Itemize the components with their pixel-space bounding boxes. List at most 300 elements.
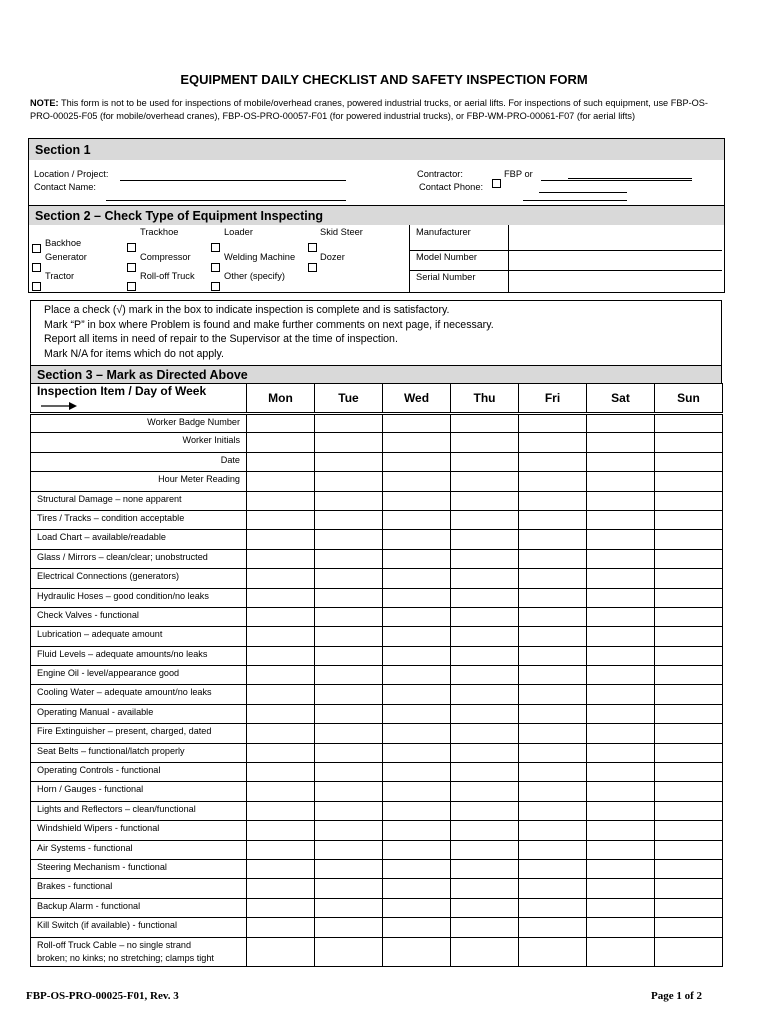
inspection-item-label: Lights and Reflectors – clean/functional	[31, 801, 247, 820]
day-cell[interactable]	[451, 763, 519, 782]
day-cell[interactable]	[519, 879, 587, 898]
table-row	[31, 840, 723, 859]
day-cell[interactable]	[655, 433, 723, 452]
day-cell[interactable]	[519, 937, 587, 966]
day-header-sat: Sat	[587, 384, 655, 414]
day-cell[interactable]	[383, 472, 451, 491]
day-cell[interactable]	[519, 588, 587, 607]
day-cell[interactable]	[247, 666, 315, 685]
day-cell[interactable]	[315, 472, 383, 491]
day-cell[interactable]	[655, 898, 723, 917]
day-cell[interactable]	[383, 433, 451, 452]
note-text: This form is not to be used for inspections of mobile/overhead cranes, powered industrial trucks, or aerial lifts. For inspections of such equipment, use FBP-OS-PRO-00025-F05 (for mobile/overhead cranes), FBP-OS-PRO-00057-F01 (for powered industrial trucks), or FBP-WM-PRO-00061-F07 (for aerial lifts)	[30, 98, 708, 121]
instruction-line: Mark N/A for items which do not apply.	[44, 347, 224, 360]
day-cell[interactable]	[655, 821, 723, 840]
day-cell[interactable]	[451, 569, 519, 588]
location-label: Location / Project:	[34, 169, 109, 179]
inspection-item-line: broken; no kinks; no stretching; clamps tight	[37, 952, 214, 963]
contractor-input-secondary[interactable]	[568, 178, 692, 179]
day-cell[interactable]	[451, 607, 519, 626]
day-cell[interactable]	[383, 898, 451, 917]
day-header-mon: Mon	[247, 384, 315, 414]
day-cell[interactable]	[315, 569, 383, 588]
arrow-right-icon	[41, 402, 77, 410]
day-cell[interactable]	[655, 743, 723, 762]
day-cell[interactable]	[451, 801, 519, 820]
inspection-item-label: Electrical Connections (generators)	[31, 569, 247, 588]
table-row	[31, 510, 723, 529]
day-cell[interactable]	[383, 724, 451, 743]
day-cell[interactable]	[451, 530, 519, 549]
day-cell[interactable]	[247, 607, 315, 626]
day-cell[interactable]	[315, 588, 383, 607]
day-cell[interactable]	[587, 646, 655, 665]
day-cell[interactable]	[655, 879, 723, 898]
day-cell[interactable]	[587, 433, 655, 452]
day-cell[interactable]	[383, 801, 451, 820]
day-cell[interactable]	[519, 918, 587, 937]
day-cell[interactable]	[315, 685, 383, 704]
day-cell[interactable]	[451, 704, 519, 723]
day-header-fri: Fri	[519, 384, 587, 414]
table-row	[31, 801, 723, 820]
section2-heading: Section 2 – Check Type of Equipment Inspecting	[28, 205, 725, 225]
day-cell[interactable]	[247, 530, 315, 549]
day-cell[interactable]	[315, 743, 383, 762]
day-cell[interactable]	[383, 918, 451, 937]
day-cell[interactable]	[383, 414, 451, 433]
day-cell[interactable]	[383, 607, 451, 626]
day-cell[interactable]	[451, 510, 519, 529]
day-cell[interactable]	[247, 510, 315, 529]
day-cell[interactable]	[315, 704, 383, 723]
day-cell[interactable]	[383, 859, 451, 878]
info-row-divider-2	[409, 270, 722, 271]
rolloff-checkbox[interactable]	[127, 282, 136, 291]
inspection-table-body	[31, 414, 723, 967]
section2-bottom-line	[28, 292, 725, 293]
day-cell[interactable]	[451, 743, 519, 762]
day-cell[interactable]	[587, 530, 655, 549]
day-cell[interactable]	[315, 646, 383, 665]
day-cell[interactable]	[655, 763, 723, 782]
day-cell[interactable]	[315, 452, 383, 471]
day-cell[interactable]	[655, 414, 723, 433]
day-cell[interactable]	[519, 859, 587, 878]
fbp-label: FBP or	[504, 169, 533, 179]
day-cell[interactable]	[315, 433, 383, 452]
inspection-item-label: Horn / Gauges - functional	[31, 782, 247, 801]
day-cell[interactable]	[587, 472, 655, 491]
day-cell[interactable]	[451, 782, 519, 801]
day-cell[interactable]	[247, 937, 315, 966]
day-cell[interactable]	[587, 918, 655, 937]
day-cell[interactable]	[519, 743, 587, 762]
inspection-item-line: Roll-off Truck Cable – no single strand	[37, 939, 191, 950]
loader-checkbox[interactable]	[211, 243, 220, 252]
day-cell[interactable]	[587, 491, 655, 510]
day-cell[interactable]	[655, 666, 723, 685]
inspection-item-label: Glass / Mirrors – clean/clear; unobstructed	[31, 549, 247, 568]
skidsteer-checkbox[interactable]	[308, 243, 317, 252]
day-cell[interactable]	[315, 510, 383, 529]
day-cell[interactable]	[451, 452, 519, 471]
day-cell[interactable]	[247, 801, 315, 820]
fbp-checkbox[interactable]	[492, 179, 501, 188]
day-cell[interactable]	[451, 588, 519, 607]
day-cell[interactable]	[383, 588, 451, 607]
day-cell[interactable]	[451, 879, 519, 898]
other-checkbox[interactable]	[211, 282, 220, 291]
equip-welding-label: Welding Machine	[224, 252, 296, 262]
day-cell[interactable]	[247, 743, 315, 762]
table-row	[31, 607, 723, 626]
day-cell[interactable]	[451, 666, 519, 685]
inspection-item-label: Steering Mechanism - functional	[31, 859, 247, 878]
equip-tractor-label: Tractor	[45, 271, 75, 281]
day-cell[interactable]	[315, 530, 383, 549]
day-cell[interactable]	[247, 724, 315, 743]
inspection-item-label: Engine Oil - level/appearance good	[31, 666, 247, 685]
day-cell[interactable]	[519, 646, 587, 665]
equip-backhoe-label: Backhoe	[45, 238, 82, 248]
day-cell[interactable]	[451, 724, 519, 743]
day-cell[interactable]	[451, 646, 519, 665]
day-cell[interactable]	[247, 646, 315, 665]
day-cell[interactable]	[587, 510, 655, 529]
serial-number-label: Serial Number	[416, 272, 476, 282]
day-cell[interactable]	[383, 627, 451, 646]
day-cell[interactable]	[247, 414, 315, 433]
day-cell[interactable]	[247, 685, 315, 704]
day-cell[interactable]	[315, 782, 383, 801]
form-title: EQUIPMENT DAILY CHECKLIST AND SAFETY INSPECTION FORM	[180, 72, 588, 87]
day-cell[interactable]	[383, 530, 451, 549]
table-row	[31, 433, 723, 452]
day-cell[interactable]	[383, 569, 451, 588]
day-cell[interactable]	[519, 472, 587, 491]
day-cell[interactable]	[587, 452, 655, 471]
day-cell[interactable]	[655, 704, 723, 723]
day-cell[interactable]	[315, 763, 383, 782]
day-cell[interactable]	[451, 918, 519, 937]
equip-compressor-label: Compressor	[140, 252, 191, 262]
day-cell[interactable]	[587, 782, 655, 801]
day-cell[interactable]	[587, 898, 655, 917]
day-cell[interactable]	[655, 646, 723, 665]
day-header-wed: Wed	[383, 384, 451, 414]
day-cell[interactable]	[247, 879, 315, 898]
table-row	[31, 530, 723, 549]
day-cell[interactable]	[587, 879, 655, 898]
table-row	[31, 898, 723, 917]
table-row	[31, 685, 723, 704]
day-cell[interactable]	[587, 763, 655, 782]
day-cell[interactable]	[383, 666, 451, 685]
inspection-item-label: Lubrication – adequate amount	[31, 627, 247, 646]
day-cell[interactable]	[655, 782, 723, 801]
equipment-info-divider	[508, 225, 509, 293]
contact-phone-input-secondary[interactable]	[523, 200, 627, 201]
table-row	[31, 666, 723, 685]
day-cell[interactable]	[519, 530, 587, 549]
day-cell[interactable]	[247, 704, 315, 723]
day-cell[interactable]	[519, 666, 587, 685]
day-cell[interactable]	[315, 801, 383, 820]
day-cell[interactable]	[587, 414, 655, 433]
day-cell[interactable]	[587, 801, 655, 820]
day-cell[interactable]	[315, 879, 383, 898]
table-row	[31, 704, 723, 723]
day-cell[interactable]	[655, 510, 723, 529]
day-cell[interactable]	[587, 743, 655, 762]
day-cell[interactable]	[247, 840, 315, 859]
backhoe-checkbox[interactable]	[32, 244, 41, 253]
tractor-checkbox[interactable]	[32, 282, 41, 291]
day-cell[interactable]	[655, 685, 723, 704]
equip-rolloff-label: Roll-off Truck	[140, 271, 195, 281]
day-cell[interactable]	[451, 685, 519, 704]
inspection-table	[30, 383, 723, 967]
equip-skidsteer-label: Skid Steer	[320, 227, 363, 237]
day-cell[interactable]	[247, 918, 315, 937]
day-cell[interactable]	[655, 472, 723, 491]
day-cell[interactable]	[315, 491, 383, 510]
contact-phone-input[interactable]	[539, 192, 627, 193]
day-cell[interactable]	[655, 918, 723, 937]
table-row	[31, 859, 723, 878]
table-row	[31, 549, 723, 568]
day-cell[interactable]	[383, 840, 451, 859]
day-cell[interactable]	[519, 724, 587, 743]
day-cell[interactable]	[315, 549, 383, 568]
form-id: FBP-OS-PRO-00025-F01, Rev. 3	[26, 990, 179, 1002]
inspection-item-label: Hydraulic Hoses – good condition/no leaks	[31, 588, 247, 607]
instructions-box	[30, 300, 722, 366]
day-cell[interactable]	[383, 491, 451, 510]
day-cell[interactable]	[519, 840, 587, 859]
day-cell[interactable]	[451, 840, 519, 859]
day-cell[interactable]	[655, 491, 723, 510]
day-cell[interactable]	[383, 452, 451, 471]
table-row	[31, 918, 723, 937]
day-cell[interactable]	[587, 549, 655, 568]
day-cell[interactable]	[655, 724, 723, 743]
day-cell[interactable]	[587, 724, 655, 743]
day-cell[interactable]	[519, 607, 587, 626]
day-cell[interactable]	[315, 414, 383, 433]
contact-name-label: Contact Name:	[34, 182, 97, 192]
day-cell[interactable]	[519, 782, 587, 801]
day-cell[interactable]	[315, 840, 383, 859]
inspection-item-label: Tires / Tracks – condition acceptable	[31, 510, 247, 529]
day-cell[interactable]	[451, 859, 519, 878]
day-cell[interactable]	[519, 414, 587, 433]
day-cell[interactable]	[315, 918, 383, 937]
day-cell[interactable]	[247, 588, 315, 607]
day-header-thu: Thu	[451, 384, 519, 414]
section1-heading: Section 1	[28, 139, 725, 160]
table-row	[31, 491, 723, 510]
day-cell[interactable]	[315, 859, 383, 878]
day-cell[interactable]	[587, 859, 655, 878]
day-cell[interactable]	[587, 937, 655, 966]
day-cell[interactable]	[383, 821, 451, 840]
generator-checkbox[interactable]	[32, 263, 41, 272]
day-cell[interactable]	[247, 898, 315, 917]
inspection-item-label	[31, 937, 247, 966]
day-cell[interactable]	[383, 510, 451, 529]
contractor-input[interactable]	[541, 180, 692, 181]
day-cell[interactable]	[451, 937, 519, 966]
day-cell[interactable]	[247, 549, 315, 568]
inspection-item-label: Load Chart – available/readable	[31, 530, 247, 549]
inspection-item-label: Fluid Levels – adequate amounts/no leaks	[31, 646, 247, 665]
day-cell[interactable]	[451, 414, 519, 433]
day-cell[interactable]	[519, 569, 587, 588]
column-header-item	[31, 384, 247, 414]
day-cell[interactable]	[247, 472, 315, 491]
day-cell[interactable]	[315, 937, 383, 966]
table-row	[31, 879, 723, 898]
location-input[interactable]	[120, 180, 346, 181]
table-row	[31, 588, 723, 607]
day-cell[interactable]	[655, 549, 723, 568]
table-row	[31, 472, 723, 491]
table-header-row	[31, 384, 723, 414]
day-cell[interactable]	[247, 569, 315, 588]
day-cell[interactable]	[383, 782, 451, 801]
day-cell[interactable]	[383, 743, 451, 762]
day-cell[interactable]	[587, 704, 655, 723]
note-paragraph	[30, 97, 730, 122]
day-cell[interactable]	[247, 821, 315, 840]
day-cell[interactable]	[587, 821, 655, 840]
day-cell[interactable]	[451, 898, 519, 917]
day-cell[interactable]	[519, 433, 587, 452]
day-cell[interactable]	[247, 763, 315, 782]
day-cell[interactable]	[383, 646, 451, 665]
day-cell[interactable]	[519, 491, 587, 510]
contractor-label: Contractor:	[417, 169, 463, 179]
day-cell[interactable]	[519, 510, 587, 529]
table-row	[31, 569, 723, 588]
day-cell[interactable]	[587, 627, 655, 646]
trackhoe-checkbox[interactable]	[127, 243, 136, 252]
instruction-line: Report all items in need of repair to the Supervisor at the time of inspection.	[44, 333, 398, 345]
day-cell[interactable]	[587, 588, 655, 607]
day-cell[interactable]	[451, 627, 519, 646]
day-cell[interactable]	[655, 801, 723, 820]
table-row	[31, 821, 723, 840]
inspection-item-label: Seat Belts – functional/latch properly	[31, 743, 247, 762]
day-cell[interactable]	[451, 433, 519, 452]
table-row	[31, 782, 723, 801]
day-cell[interactable]	[315, 666, 383, 685]
day-cell[interactable]	[519, 763, 587, 782]
day-cell[interactable]	[383, 763, 451, 782]
day-cell[interactable]	[451, 472, 519, 491]
day-cell[interactable]	[655, 840, 723, 859]
inspection-item-label: Date	[31, 452, 247, 471]
day-cell[interactable]	[655, 569, 723, 588]
inspection-item-label: Operating Manual - available	[31, 704, 247, 723]
equip-trackhoe-label: Trackhoe	[140, 227, 179, 237]
manufacturer-label: Manufacturer	[416, 227, 471, 237]
day-cell[interactable]	[587, 569, 655, 588]
compressor-checkbox[interactable]	[127, 263, 136, 272]
inspection-item-label: Structural Damage – none apparent	[31, 491, 247, 510]
column-header-text: Inspection Item / Day of Week	[37, 384, 207, 398]
day-cell[interactable]	[655, 937, 723, 966]
day-cell[interactable]	[519, 627, 587, 646]
day-cell[interactable]	[655, 859, 723, 878]
day-cell[interactable]	[655, 607, 723, 626]
day-cell[interactable]	[519, 821, 587, 840]
day-cell[interactable]	[519, 452, 587, 471]
contact-name-input[interactable]	[106, 200, 346, 201]
inspection-item-label: Worker Badge Number	[31, 414, 247, 433]
day-cell[interactable]	[315, 627, 383, 646]
day-cell[interactable]	[587, 666, 655, 685]
day-cell[interactable]	[451, 821, 519, 840]
day-cell[interactable]	[315, 821, 383, 840]
day-cell[interactable]	[315, 724, 383, 743]
day-cell[interactable]	[383, 549, 451, 568]
instruction-line: Mark “P” in box where Problem is found and make further comments on next page, if necessary.	[44, 318, 494, 331]
day-cell[interactable]	[519, 898, 587, 917]
day-cell[interactable]	[655, 452, 723, 471]
day-cell[interactable]	[519, 549, 587, 568]
day-cell[interactable]	[247, 627, 315, 646]
inspection-item-label: Cooling Water – adequate amount/no leaks	[31, 685, 247, 704]
day-cell[interactable]	[315, 607, 383, 626]
day-cell[interactable]	[519, 704, 587, 723]
day-cell[interactable]	[247, 433, 315, 452]
day-cell[interactable]	[451, 491, 519, 510]
table-row	[31, 763, 723, 782]
day-cell[interactable]	[587, 840, 655, 859]
day-cell[interactable]	[655, 627, 723, 646]
day-cell[interactable]	[247, 491, 315, 510]
day-cell[interactable]	[247, 782, 315, 801]
day-cell[interactable]	[315, 898, 383, 917]
section3-heading: Section 3 – Mark as Directed Above	[30, 365, 722, 383]
day-cell[interactable]	[383, 704, 451, 723]
equip-generator-label: Generator	[45, 252, 87, 262]
day-cell[interactable]	[587, 685, 655, 704]
day-cell[interactable]	[451, 549, 519, 568]
day-cell[interactable]	[655, 530, 723, 549]
day-cell[interactable]	[519, 685, 587, 704]
inspection-item-label: Air Systems - functional	[31, 840, 247, 859]
welding-checkbox[interactable]	[211, 263, 220, 272]
day-cell[interactable]	[519, 801, 587, 820]
table-row	[31, 452, 723, 471]
table-row	[31, 724, 723, 743]
day-cell[interactable]	[587, 607, 655, 626]
inspection-item-label: Backup Alarm - functional	[31, 898, 247, 917]
day-cell[interactable]	[247, 859, 315, 878]
day-cell[interactable]	[383, 937, 451, 966]
info-row-divider-1	[409, 250, 722, 251]
instruction-line: Place a check (√) mark in the box to indicate inspection is complete and is satisfactory.	[44, 304, 450, 316]
day-cell[interactable]	[247, 452, 315, 471]
day-cell[interactable]	[655, 588, 723, 607]
day-cell[interactable]	[383, 685, 451, 704]
day-cell[interactable]	[383, 879, 451, 898]
dozer-checkbox[interactable]	[308, 263, 317, 272]
